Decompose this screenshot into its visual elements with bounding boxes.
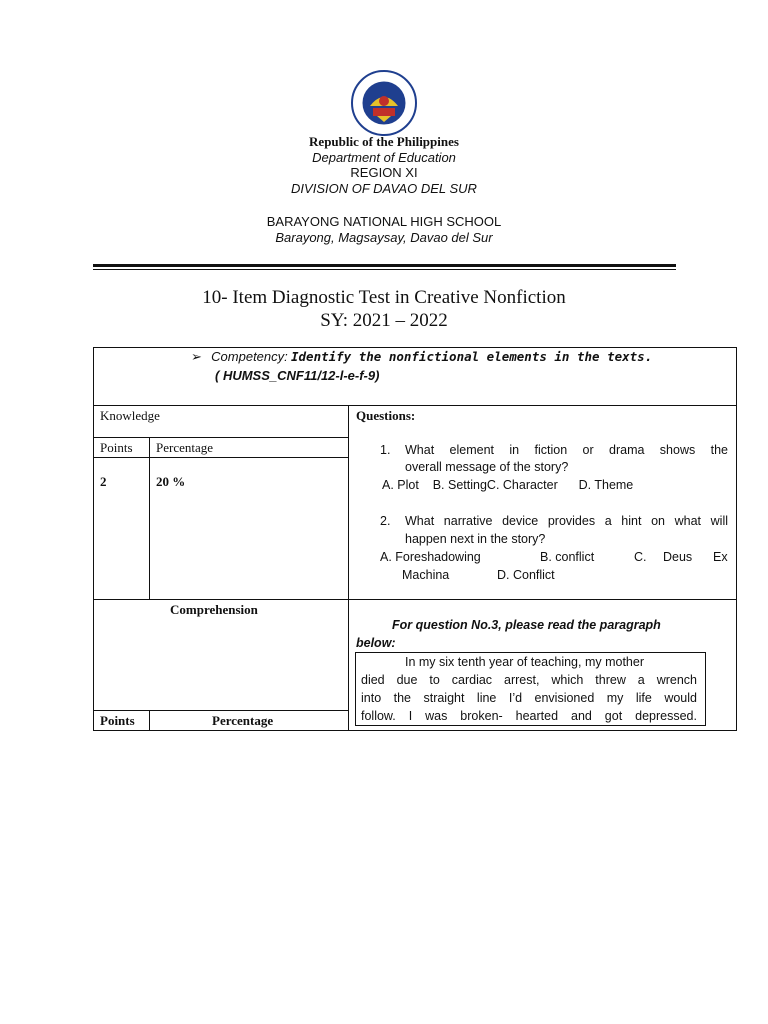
- table-divider: [149, 437, 150, 600]
- competency-text: Identify the nonfictional elements in the texts.: [291, 349, 653, 364]
- table-divider: [93, 437, 349, 438]
- questions-label: Questions:: [356, 408, 416, 423]
- points-value: 2: [100, 474, 107, 489]
- table-divider: [93, 599, 736, 600]
- percentage-value: 20 %: [156, 474, 186, 489]
- question-2-choice-c-word2: Ex: [713, 550, 728, 564]
- header-rule-thin: [93, 269, 676, 270]
- arrow-bullet-icon: ➢: [191, 349, 202, 364]
- points-header: Points: [100, 440, 133, 455]
- comprehension-label: Comprehension: [170, 602, 258, 617]
- question-1-line1: What element in fiction or drama shows the: [405, 443, 728, 457]
- question-1-choices: A. Plot B. SettingC. Character D. Theme: [382, 478, 634, 492]
- division-line: DIVISION OF DAVAO DEL SUR: [291, 181, 477, 196]
- question-2-line1: What narrative device provides a hint on what will: [405, 514, 728, 528]
- test-title: 10- Item Diagnostic Test in Creative Nonfiction: [202, 287, 566, 308]
- table-divider: [93, 405, 736, 406]
- passage-line2: died due to cardiac arrest, which threw a wrench: [361, 673, 697, 687]
- question-2-line2: happen next in the story?: [405, 532, 546, 546]
- header-rule-thick: [93, 264, 676, 267]
- question-2-choice-c-line2: Machina: [402, 568, 450, 582]
- table-divider: [93, 710, 349, 711]
- question-2-choice-d: D. Conflict: [497, 568, 555, 582]
- passage-line3: into the straight line I’d envisioned my life would: [361, 691, 697, 705]
- table-divider: [348, 405, 349, 730]
- competency-label: Competency:: [211, 349, 288, 364]
- republic-line: Republic of the Philippines: [309, 134, 459, 149]
- percentage-header: Percentage: [156, 440, 214, 455]
- percentage-header-2: Percentage: [212, 713, 274, 728]
- question-2-choice-b: B. conflict: [540, 550, 595, 564]
- school-name: BARAYONG NATIONAL HIGH SCHOOL: [266, 214, 502, 229]
- school-year: SY: 2021 – 2022: [320, 310, 448, 331]
- question-number-1: 1.: [380, 443, 391, 457]
- passage-line4: follow. I was broken- hearted and got depressed.: [361, 709, 697, 723]
- region-line: REGION XI: [350, 165, 418, 180]
- question-2-choice-c: C.: [634, 550, 647, 564]
- question-number-2: 2.: [380, 514, 391, 528]
- points-header-2: Points: [100, 713, 135, 728]
- competency-row: [191, 349, 652, 365]
- school-address: Barayong, Magsaysay, Davao del Sur: [275, 230, 493, 245]
- table-divider: [149, 710, 150, 730]
- question-2-choice-c-word1: Deus: [663, 550, 693, 564]
- table-divider: [93, 457, 349, 458]
- competency-code: ( HUMSS_CNF11/12-l-e-f-9): [215, 368, 380, 383]
- passage-instruction-line2: below:: [356, 636, 396, 650]
- question-1-line2: overall message of the story?: [405, 460, 569, 474]
- passage-instruction-line1: For question No.3, please read the paragraph: [392, 618, 661, 632]
- knowledge-label: Knowledge: [100, 408, 160, 423]
- passage-line1: In my six tenth year of teaching, my mother: [405, 655, 644, 669]
- department-line: Department of Education: [312, 150, 456, 165]
- deped-seal-logo: [333, 70, 435, 136]
- question-2-choice-a: A. Foreshadowing: [380, 550, 481, 564]
